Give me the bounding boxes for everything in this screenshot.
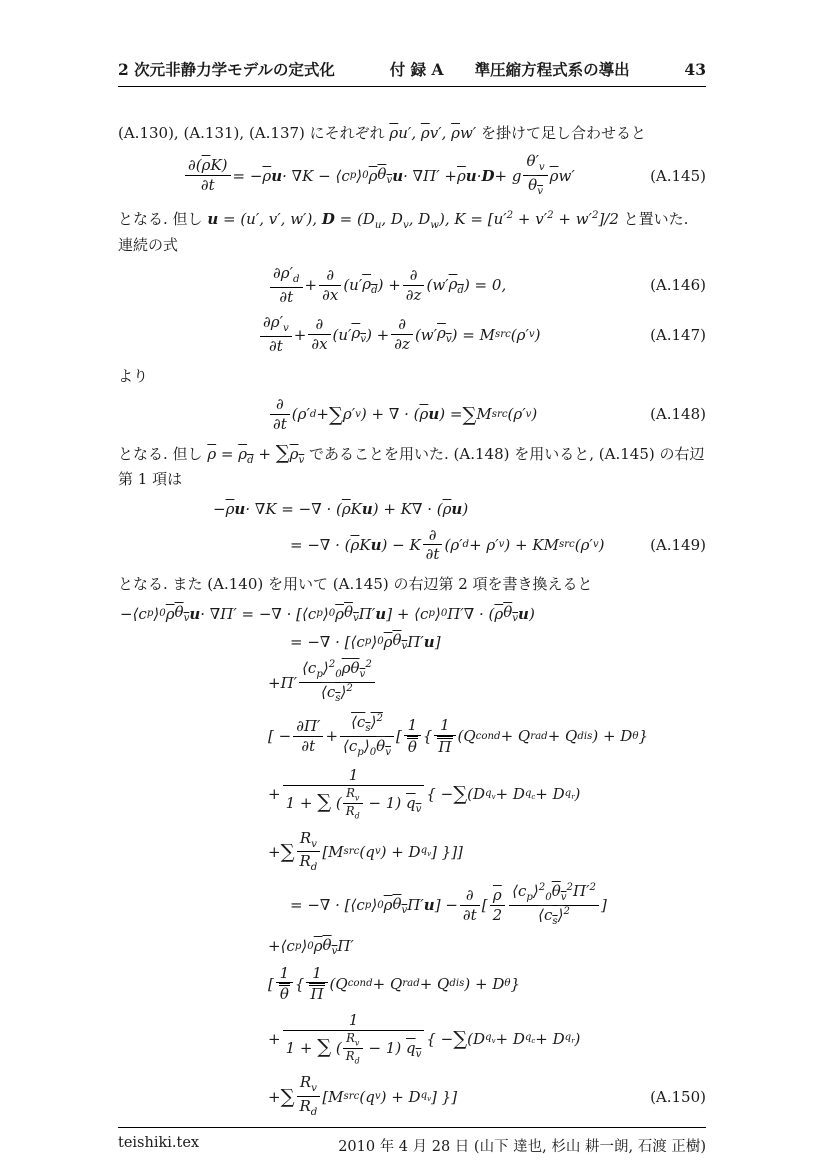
equation-content: − $\overline{\rho}$ u · ∇K = −∇ · ( $\overline{\rho}$ K u ) + K∇ · ( $\overline{\rho}$ u ) bbox=[213, 499, 469, 518]
equation-content: −⟨c p ⟩ 0 $\overline{\rho}$ $\theta_v$ u · ∇Π′ = −∇ · [⟨c p ⟩ 0 $\overline{\rho}$ $\theta_v$ Π′ u ] + ⟨c p ⟩ 0 Π′∇ · ( $\overline{\rho}$ $\theta_v$ u ) bbox=[120, 603, 535, 625]
footer-rule bbox=[118, 1127, 706, 1128]
equation-line bbox=[118, 713, 706, 760]
document-body bbox=[118, 87, 706, 1127]
equation-line bbox=[118, 603, 706, 624]
equation-content: + 1 1 + ∑ ( $\frac{R_v}{R_d}$ − 1) $q_v$ { − ∑ (D $q_v$ + D $q_c$ + D $q_r$ ) bbox=[268, 766, 581, 821]
equation-line bbox=[118, 1073, 706, 1120]
equation-content: $\partial\rho'_d$ ∂t + ∂ ∂x (u′ $\rho_d$ ) + ∂ ∂z (w′ $\rho_d$ ) = 0, bbox=[268, 264, 506, 307]
equation-line bbox=[118, 1011, 706, 1066]
equation-number: (A.146) bbox=[650, 276, 706, 295]
footer-date-authors: 2010 年 4 月 28 日 (山下 達也, 杉山 耕一朗, 石渡 正樹) bbox=[338, 1138, 706, 1155]
equation-line bbox=[118, 964, 706, 1005]
equation-content: ∂ ∂t (ρ′ d + ∑ ρ′ v ) + ∇ · ( $\overline{\rho}$ u ) = ∑ M src (ρ′ v ) bbox=[268, 395, 537, 434]
equation-number: (A.149) bbox=[650, 535, 706, 554]
equation-content: = −∇ · [⟨c p ⟩ 0 $\overline{\rho}$ $\theta_v$ Π′ u ] bbox=[290, 631, 441, 653]
header-page-number: 43 bbox=[684, 60, 706, 79]
header-chapter-title: 2 次元非静力学モデルの定式化 bbox=[118, 60, 335, 79]
running-head bbox=[118, 58, 706, 80]
equation-line bbox=[118, 936, 706, 957]
equation-content: + ∑ $R_v$ $R_d$ [M src (q v ) + D $q_v$ ] }] bbox=[268, 1073, 458, 1119]
equation-line bbox=[118, 395, 706, 434]
equation-content: +⟨c p ⟩ 0 $\overline{\rho}$ $\theta_v$ Π′ bbox=[268, 935, 354, 957]
page-header bbox=[118, 58, 706, 87]
equation-number: (A.145) bbox=[650, 166, 706, 185]
equation-content: + ∑ $R_v$ $R_d$ [M src (q v ) + D $q_v$ ] }]] bbox=[268, 828, 463, 874]
equation-line bbox=[118, 631, 706, 652]
equation-content: +Π′ $⟨c_p⟩^2_0\overline{\rho}\theta_v^2$ $⟨c_s⟩^2$ bbox=[268, 659, 377, 706]
equation-content: = −∇ · [⟨c p ⟩ 0 $\overline{\rho}$ $\theta_v$ Π′ u ] − ∂ ∂t [ $\overline{\rho}$ 2 $⟨c_p⟩^2_0\theta_v^2\Pi'^2$ $⟨c_s⟩^2$ ] bbox=[290, 882, 607, 927]
equation-line bbox=[118, 659, 706, 706]
equation-number: (A.147) bbox=[650, 325, 706, 344]
equation-line bbox=[118, 882, 706, 929]
equation-content: + 1 1 + ∑ ( $\frac{R_v}{R_d}$ − 1) $q_v$ { − ∑ (D $q_v$ + D $q_c$ + D $q_r$ ) bbox=[268, 1011, 581, 1066]
equation-content: [ 1 θ { 1 Π (Q cond + Q rad + Q dis ) + D θ } bbox=[268, 963, 521, 1004]
page-footer bbox=[118, 1127, 706, 1156]
paragraph: となる. また (A.140) を用いて (A.145) の右辺第 2 項を書き換えると bbox=[118, 575, 593, 594]
equation-line bbox=[118, 499, 706, 519]
paragraph: となる. 但し $\overline{\rho} = \rho_d + \sum\rho_v$ であることを用いた. (A.148) を用いると, (A.145) の右辺第 1 項は bbox=[118, 440, 705, 489]
equation-content: = −∇ · ( $\overline{\rho}$ K u ) − K ∂ ∂t (ρ′ d + ρ′ v ) + KM src (ρ′ v ) bbox=[290, 525, 605, 564]
header-appendix-title: 付 録 A 準圧縮方程式系の導出 bbox=[389, 60, 630, 79]
equation-line bbox=[118, 313, 706, 356]
equation-line bbox=[118, 766, 706, 821]
paragraph: (A.130), (A.131), (A.137) にそれぞれ $\overline{\rho}u'$, $\overline{\rho}v'$, $\overline{\rho}w'$ を掛けて足し合わせると bbox=[118, 124, 646, 142]
paragraph: より bbox=[118, 366, 149, 385]
equation-line bbox=[118, 526, 706, 565]
equation-line bbox=[118, 264, 706, 307]
equation-content: $\partial(\overline{\rho}K)$ ∂t = − $\overline{\rho}$ u · ∇K − ⟨c p ⟩ 0 $\overline{\rho}$ $\theta_v$ u · ∇Π′ + $\overline{\rho}$ u · D + g $\theta'_v$ $\theta_v$ $\overline{\rho}$ w′ bbox=[183, 152, 575, 199]
equation-number: (A.150) bbox=[650, 1087, 706, 1106]
paragraph: となる. 但し u = (u′, v′, w′), $D = (D_u$, $D_v$, $D_w$), $K = [u'^2 + v'^2 + w'^2]/2$ と置いた. 連続の式 bbox=[118, 209, 689, 254]
footer-filename: teishiki.tex bbox=[118, 1134, 200, 1151]
equation-line bbox=[118, 829, 706, 876]
equation-number: (A.148) bbox=[650, 405, 706, 424]
footer-row bbox=[118, 1135, 706, 1156]
equation-content: [ − ∂Π′ ∂t + $⟨c_s⟩^2$ $⟨c_p⟩_0\theta_v$ [ 1 θ { 1 Π (Q cond + Q rad + Q dis ) + D θ } bbox=[268, 712, 649, 758]
equation-content: $\partial\rho'_v$ ∂t + ∂ ∂x (u′ $\rho_v$ ) + ∂ ∂z (w′ $\rho_v$ ) = M src (ρ′ v ) bbox=[258, 313, 540, 356]
equation-line bbox=[118, 152, 706, 199]
